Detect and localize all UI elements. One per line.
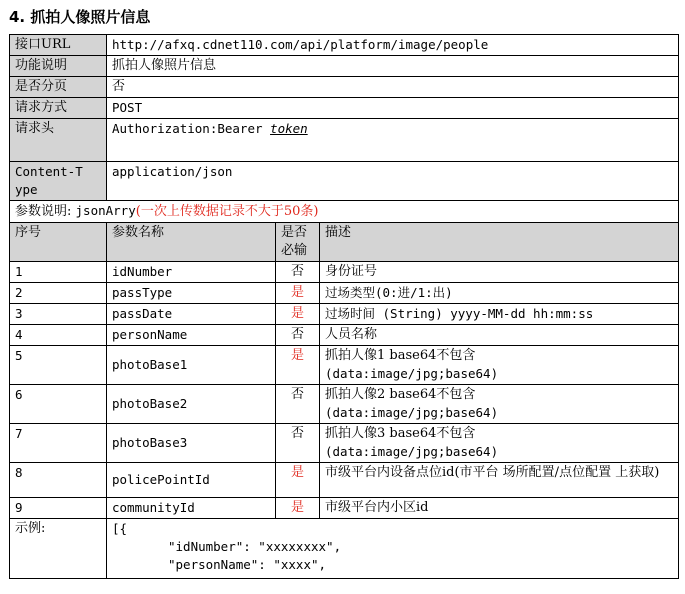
example-line: [{ — [112, 521, 128, 536]
table-row — [10, 283, 679, 304]
param-required: 否 — [276, 325, 320, 346]
param-desc: 市级平台内设备点位id(市平台 场所配置/点位配置 上获取) — [320, 463, 679, 498]
api-spec-table — [9, 34, 679, 579]
example-label: 示例: — [10, 519, 107, 579]
meta-row-method — [10, 98, 679, 119]
param-desc: 人员名称 — [320, 325, 679, 346]
meta-label: 接口URL — [10, 35, 107, 56]
param-desc-line: 抓拍人像3 base64不包含 — [325, 426, 476, 441]
param-name: passType — [107, 283, 276, 304]
param-required: 否 — [276, 424, 320, 463]
param-no: 4 — [10, 325, 107, 346]
example-line: "personName": "xxxx", — [168, 557, 327, 572]
table-row — [10, 262, 679, 283]
col-header-name: 参数名称 — [107, 223, 276, 262]
param-desc: 过场时间 (String) yyyy-MM-dd hh:mm:ss — [320, 304, 679, 325]
param-no: 5 — [10, 346, 107, 385]
param-name: photoBase3 — [107, 424, 276, 463]
param-no: 1 — [10, 262, 107, 283]
param-desc: 过场类型(0:进/1:出) — [320, 283, 679, 304]
meta-label: 功能说明 — [10, 56, 107, 77]
param-name: photoBase2 — [107, 385, 276, 424]
param-name: policePointId — [107, 463, 276, 498]
meta-value: POST — [107, 98, 679, 119]
header-value-text: Authorization:Bearer — [112, 121, 271, 136]
param-desc-line: 抓拍人像1 base64不包含 — [325, 348, 476, 363]
param-desc — [320, 385, 679, 424]
param-name: idNumber — [107, 262, 276, 283]
param-required: 是 — [276, 304, 320, 325]
meta-value: http://afxq.cdnet110.com/api/platform/image/people — [107, 35, 679, 56]
table-row — [10, 304, 679, 325]
table-row — [10, 424, 679, 463]
col-header-no: 序号 — [10, 223, 107, 262]
meta-label: 是否分页 — [10, 77, 107, 98]
param-name: communityId — [107, 498, 276, 519]
param-note-row — [10, 201, 679, 223]
param-desc-line: (data:image/jpg;base64) — [325, 366, 499, 381]
param-name: passDate — [107, 304, 276, 325]
section-title: 4. 抓拍人像照片信息 — [9, 8, 151, 26]
param-no: 3 — [10, 304, 107, 325]
example-code — [107, 519, 679, 579]
param-required: 是 — [276, 346, 320, 385]
meta-value: application/json — [107, 162, 679, 201]
param-desc-line: (data:image/jpg;base64) — [325, 405, 499, 420]
param-desc: 身份证号 — [320, 262, 679, 283]
col-header-desc: 描述 — [320, 223, 679, 262]
param-no: 7 — [10, 424, 107, 463]
param-required: 是 — [276, 463, 320, 498]
meta-label: Content-Type — [10, 162, 107, 201]
param-name: personName — [107, 325, 276, 346]
param-no: 9 — [10, 498, 107, 519]
table-row — [10, 346, 679, 385]
example-row — [10, 519, 679, 579]
param-note-remark: (一次上传数据记录不大于50条) — [135, 204, 319, 219]
meta-label: 请求方式 — [10, 98, 107, 119]
param-required: 否 — [276, 262, 320, 283]
meta-row-function — [10, 56, 679, 77]
param-no: 2 — [10, 283, 107, 304]
meta-value: 否 — [107, 77, 679, 98]
param-desc — [320, 424, 679, 463]
table-row — [10, 325, 679, 346]
table-row — [10, 385, 679, 424]
example-line: "idNumber": "xxxxxxxx", — [168, 539, 342, 554]
param-note-label: 参数说明: — [15, 204, 72, 219]
param-desc: 市级平台内小区id — [320, 498, 679, 519]
meta-row-url — [10, 35, 679, 56]
meta-value: 抓拍人像照片信息 — [107, 56, 679, 77]
meta-value — [107, 119, 679, 162]
meta-label: 请求头 — [10, 119, 107, 162]
meta-row-header — [10, 119, 679, 162]
param-required: 是 — [276, 283, 320, 304]
table-row — [10, 463, 679, 498]
param-desc-line: (data:image/jpg;base64) — [325, 444, 499, 459]
col-header-required: 是否必输 — [276, 223, 320, 262]
param-note-value: jsonArry — [75, 203, 136, 218]
param-no: 8 — [10, 463, 107, 498]
params-header-row — [10, 223, 679, 262]
param-required: 是 — [276, 498, 320, 519]
param-desc-line: 抓拍人像2 base64不包含 — [325, 387, 476, 402]
meta-row-paging — [10, 77, 679, 98]
param-name: photoBase1 — [107, 346, 276, 385]
table-row — [10, 498, 679, 519]
token-placeholder: token — [270, 121, 308, 136]
param-desc — [320, 346, 679, 385]
param-required: 否 — [276, 385, 320, 424]
meta-row-content-type — [10, 162, 679, 201]
param-no: 6 — [10, 385, 107, 424]
